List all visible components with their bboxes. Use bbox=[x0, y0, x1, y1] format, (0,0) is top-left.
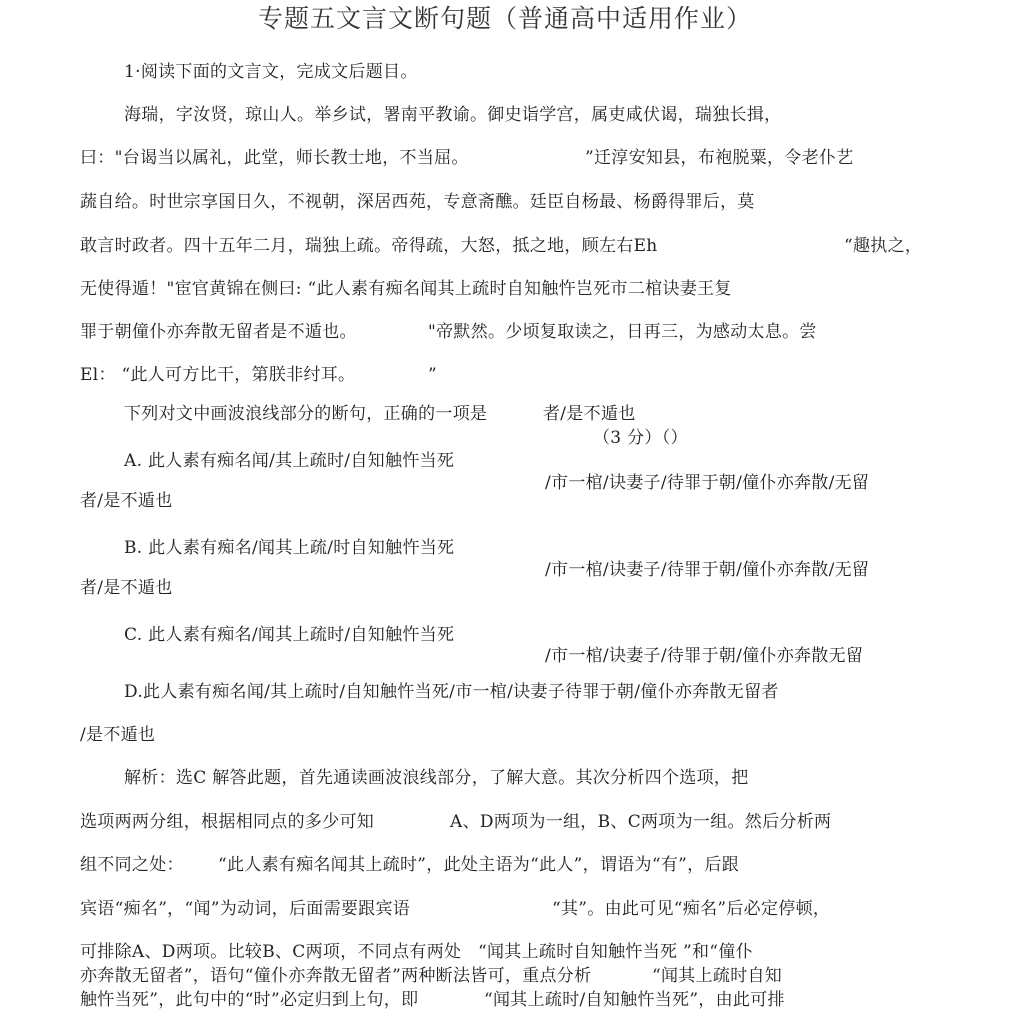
question-stem: 下列对文中画波浪线部分的断句，正确的一项是 bbox=[124, 404, 488, 424]
analysis-line-7b: “闻其上疏时/自知触忤当死”，由此可排 bbox=[484, 990, 785, 1010]
option-a-right: /市一棺/诀妻子/待罪于朝/僮仆亦奔散/无留 bbox=[545, 473, 870, 493]
option-b-left: B. 此人素有痴名/闻其上疏/时自知触忤当死 bbox=[124, 538, 455, 558]
analysis-line-3: 组不同之处： bbox=[80, 855, 184, 875]
analysis-line-4: 宾语“痴名”，“闻”为动词，后面需要跟宾语 bbox=[80, 899, 411, 919]
passage-line-2: 曰："台谒当以属礼，此堂，师长教士地，不当屈。 bbox=[80, 148, 469, 168]
option-a-tail: 者/是不遁也 bbox=[80, 491, 173, 511]
analysis-line-1: 解析：选C 解答此题，首先通读画波浪线部分，了解大意。其次分析四个选项，把 bbox=[124, 768, 749, 788]
question-intro: 1·阅读下面的文言文，完成文后题目。 bbox=[124, 62, 418, 82]
passage-line-1: 海瑞，字汝贤，琼山人。举乡试，署南平教谕。御史诣学宫，属吏咸伏谒，瑞独长揖， bbox=[124, 105, 782, 125]
passage-line-3: 蔬自给。时世宗享国日久，不视朝，深居西苑，专意斋醮。廷臣自杨最、杨爵得罪后，莫 bbox=[80, 192, 755, 212]
option-b-tail: 者/是不遁也 bbox=[80, 578, 173, 598]
option-c-right: /市一棺/诀妻子/待罪于朝/僮仆亦奔散无留 bbox=[545, 646, 864, 666]
passage-line-4: 敢言时政者。四十五年二月，瑞独上疏。帝得疏，大怒，抵之地，顾左右Eh bbox=[80, 236, 658, 256]
passage-line-6b: "帝默然。少顷复取读之，日再三，为感动太息。尝 bbox=[428, 322, 817, 342]
page-title: 专题五文言文断句题（普通高中适用作业） bbox=[258, 4, 753, 33]
analysis-line-5b: “闻其上疏时自知触忤当死 ”和“僮仆 bbox=[478, 942, 753, 962]
analysis-line-2b: A、D两项为一组，B、C两项为一组。然后分析两 bbox=[450, 812, 832, 832]
option-c-left: C. 此人素有痴名/闻其上疏时/自知触忤当死 bbox=[124, 625, 455, 645]
passage-line-7b: ” bbox=[428, 365, 437, 385]
analysis-line-5: 可排除A、D两项。比较B、C两项，不同点有两处 bbox=[80, 942, 462, 962]
option-a-left: A. 此人素有痴名闻/其上疏时/自知触忤当死 bbox=[124, 451, 455, 471]
analysis-line-7: 触忤当死”，此句中的“时”必定归到上句，即 bbox=[80, 990, 419, 1010]
question-stem-tail: 者/是不遁也 bbox=[543, 404, 636, 424]
option-b-right: /市一棺/诀妻子/待罪于朝/僮仆亦奔散/无留 bbox=[545, 560, 870, 580]
passage-line-2b: ”迁淳安知县，布袍脱粟，令老仆艺 bbox=[585, 148, 854, 168]
analysis-line-4b: “其”。由此可见“痴名”后必定停顿， bbox=[552, 899, 831, 919]
analysis-line-6: 亦奔散无留者”，语句“僮仆亦奔散无留者”两种断法皆可，重点分析 bbox=[80, 966, 592, 986]
passage-line-6: 罪于朝僮仆亦奔散无留者是不遁也。 bbox=[80, 322, 357, 342]
analysis-line-2: 选项两两分组，根据相同点的多少可知 bbox=[80, 812, 375, 832]
option-d-line1: D.此人素有痴名闻/其上疏时/自知触忤当死/市一棺/诀妻子待罪于朝/僮仆亦奔散无留者 bbox=[124, 682, 779, 702]
passage-line-4b: “趣执之， bbox=[844, 236, 923, 256]
analysis-line-3b: “此人素有痴名闻其上疏时”，此处主语为“此人”，谓语为“有”，后跟 bbox=[218, 855, 740, 875]
passage-line-5: 无使得遁！"宦官黄锦在侧曰: “此人素有痴名闻其上疏时自知触忤岂死市二棺诀妻王复 bbox=[80, 279, 732, 299]
analysis-line-6b: “闻其上疏时自知 bbox=[652, 966, 783, 986]
question-points: （3 分）（） bbox=[593, 428, 688, 448]
option-d-line2: /是不遁也 bbox=[80, 725, 156, 745]
passage-line-7: El： “此人可方比干，第朕非纣耳。 bbox=[80, 365, 356, 385]
